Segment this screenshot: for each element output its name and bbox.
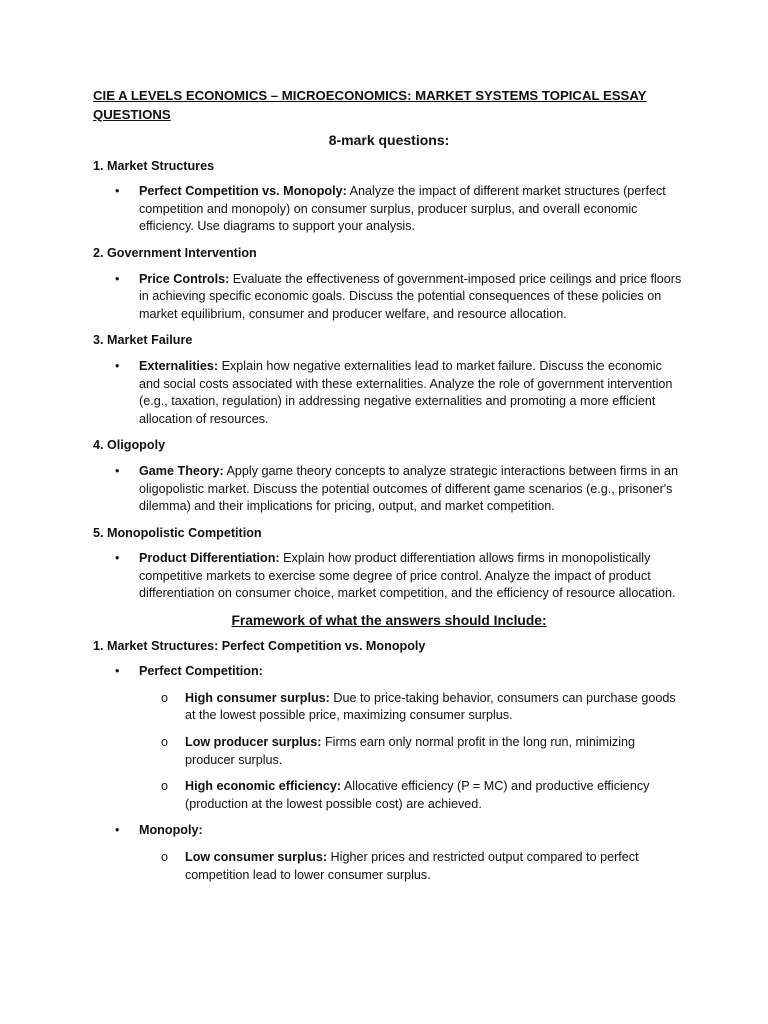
question-heading: 1. Market Structures	[93, 158, 215, 173]
bullet-glyph: •	[115, 664, 120, 679]
sub-bullet-label: Low producer surplus:	[185, 735, 322, 750]
sub-bullet-text: Firms earn only normal profit in the long run, minimizing producer surplus.	[185, 735, 636, 767]
sub-bullet-glyph: o	[161, 735, 169, 750]
bullet-label: Externalities:	[139, 358, 219, 373]
bullet-text: Analyze the impact of different market structures (perfect competition and monopoly) on consumer surplus, producer surplus, and overall economic efficiency. Use diagrams to support your analysis.	[139, 184, 666, 234]
sub-bullet	[93, 778, 685, 813]
question-3	[93, 332, 685, 428]
question-1	[93, 158, 685, 236]
framework-bullet-perfect	[93, 663, 685, 681]
bullet-label: Product Differentiation:	[139, 551, 280, 566]
sub-bullet-text: Higher prices and restricted output compared to perfect competition lead to lower consumer surplus.	[185, 850, 639, 882]
bullet-text: Explain how negative externalities lead to market failure. Discuss the economic and social costs associated with these externalities. Analyze the role of government intervention (e.g., taxation, regulation) in addressing negative externalities and promoting a more efficient allocation of resources.	[139, 358, 673, 426]
document-page	[93, 86, 685, 893]
bullet-glyph: •	[115, 823, 120, 838]
bullet-text: Apply game theory concepts to analyze strategic interactions between firms in an oligopolistic market. Discuss the potential outcomes of different game scenarios (e.g., prisoner's dilemma) and their implications for pricing, output, and market competition.	[139, 463, 679, 514]
question-heading: 3. Market Failure	[93, 333, 193, 348]
sub-bullet-text: Allocative efficiency (P = MC) and productive efficiency (production at the lowest possible cost) are achieved.	[185, 779, 650, 811]
sub-bullet	[93, 690, 685, 725]
bullet-glyph: •	[115, 551, 120, 566]
sub-bullet-glyph: o	[161, 690, 169, 705]
sub-bullet-glyph: o	[161, 779, 169, 794]
question-5	[93, 525, 685, 603]
question-heading: 5. Monopolistic Competition	[93, 525, 262, 540]
bullet-text: Evaluate the effectiveness of government-imposed price ceilings and price floors in achieving specific economic goals. Discuss the potential consequences of these policies on market equilibrium, consumer and producer welfare, and resource allocation.	[139, 271, 682, 321]
question-2	[93, 245, 685, 323]
bullet-label: Perfect Competition:	[139, 664, 263, 679]
sub-bullet	[93, 734, 685, 769]
question-bullet	[93, 271, 685, 324]
question-bullet	[93, 358, 685, 428]
bullet-label: Perfect Competition vs. Monopoly:	[139, 184, 347, 199]
sub-bullet-glyph: o	[161, 850, 169, 864]
question-4	[93, 437, 685, 515]
sub-bullet-label: High economic efficiency:	[185, 779, 342, 794]
framework-heading: 1. Market Structures: Perfect Competition vs. Monopoly	[93, 638, 426, 653]
bullet-glyph: •	[115, 358, 120, 373]
bullet-label: Monopoly:	[139, 823, 203, 838]
question-bullet	[93, 550, 685, 603]
sub-bullet-label: Low consumer surplus:	[185, 850, 328, 864]
bullet-label: Game Theory:	[139, 463, 224, 478]
bullet-label: Price Controls:	[139, 271, 230, 286]
question-heading: 4. Oligopoly	[93, 438, 166, 453]
sub-bullet-text: Due to price-taking behavior, consumers can purchase goods at the lowest possible price, maximizing consumer surplus.	[185, 690, 676, 723]
framework-bullet-monopoly	[93, 822, 685, 840]
question-bullet	[93, 183, 685, 236]
bullet-glyph: •	[115, 271, 120, 286]
sub-bullet-label: High consumer surplus:	[185, 690, 330, 705]
heading-framework: Framework of what the answers should Include:	[231, 613, 547, 629]
bullet-glyph: •	[115, 184, 120, 199]
bullet-text: Explain how product differentiation allows firms in monopolistically competitive markets to exercise some degree of price control. Analyze the impact of product differentiation on consumer choice, market competition, and the efficiency of resource allocation.	[139, 551, 676, 601]
question-heading: 2. Government Intervention	[93, 245, 257, 260]
heading-8-mark: 8-mark questions:	[328, 132, 450, 148]
sub-bullet	[93, 849, 685, 884]
bullet-glyph: •	[115, 463, 120, 478]
document-title: CIE A LEVELS ECONOMICS – MICROECONOMICS: MARKET SYSTEMS TOPICAL ESSAY QUESTIONS	[93, 88, 647, 122]
framework-section	[93, 638, 685, 885]
question-bullet	[93, 463, 685, 516]
